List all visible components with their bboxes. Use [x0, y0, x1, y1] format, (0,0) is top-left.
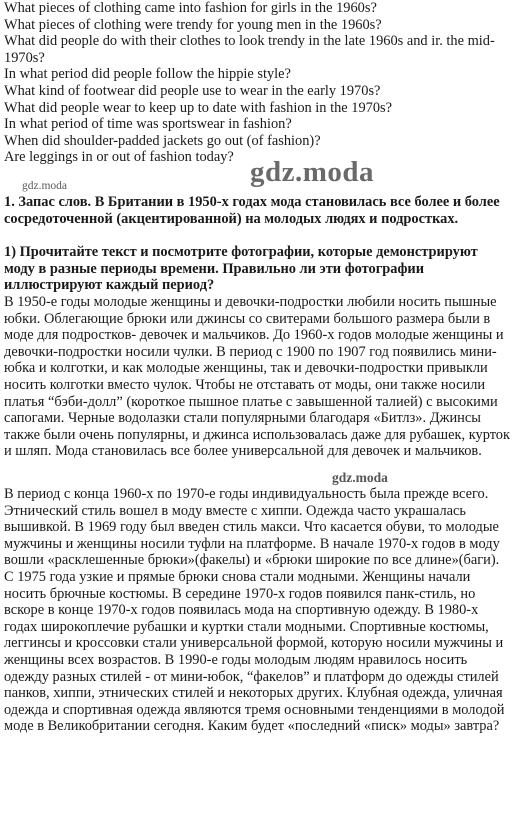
- question-item: What did people wear to keep up to date with fashion in the 1970s?: [4, 99, 393, 116]
- question-item: Are leggings in or out of fashion today?: [4, 149, 234, 166]
- watermark-large: gdz.moda: [250, 156, 375, 188]
- question-item: In what period did people follow the hippie style?: [4, 66, 291, 83]
- question-item: What pieces of clothing were trendy for young men in the 1960s?: [4, 16, 382, 33]
- question-item: When did shoulder-padded jackets go out (of fashion)?: [4, 132, 321, 149]
- task-heading: 1. Запас слов. В Британии в 1950-х годах мода становилась все более и более сосредоточенной (акцентированной) на молодых людях и подростках.: [4, 194, 500, 227]
- paragraph-1960s-1990s: В период с конца 1960-х по 1970-е годы индивидуальность была прежде всего. Этнический стиль вошел в моду вместе с хиппи. Одежда часто украшалась вышивкой. В 1969 году был введен стиль макси. Что касается обуви, то молодые мужчины и женщины носили туфли на платформе. В начале 1970-х годов в моду вошли «расклешенные брюки»(факелы) и «брюки широкие по все длине»(баги). С 1975 года узкие и прямые брюки снова стали модными. Женщины начали носить брючные костюмы. В середине 1970-х годов появился панк-стиль, но вскоре в конце 1970-х годов появилась мода на спортивную одежду. В 1980-х годах широкоплечие рубашки и куртки стали модными. Спортивные костюмы, леггинсы и кроссовки стали универсальной формой, которую носили мужчины и женщины всех возрастов. В 1990-е годы молодым людям нравилось носить одежду разных стилей - от мини-юбок, “факелов” и платформ до одежды стилей панков, хиппи, этнических стилей и некоторых других. Клубная одежда, уличная одежда и спортивная одежда являются тремя основными тенденциями в молодой моде в Великобритании сегодня. Каким будет «последний «писк» моды» завтра?: [4, 486, 505, 735]
- watermark-small: gdz.moda: [22, 180, 68, 192]
- question-item: What did people do with their clothes to look trendy in the late 1960s and ir. the mid-1970s?: [4, 33, 495, 66]
- question-item: What kind of footwear did people use to wear in the early 1970s?: [4, 82, 381, 99]
- question-item: What pieces of clothing came into fashion for girls in the 1960s?: [4, 0, 377, 16]
- task-subheading: 1) Прочитайте текст и посмотрите фотографии, которые демонстрируют моду в разные периоды времени. Правильно ли эти фотографии иллюстрируют каждый период?: [4, 244, 478, 294]
- question-item: In what period of time was sportswear in fashion?: [4, 116, 292, 133]
- watermark-small: gdz.moda: [332, 470, 388, 485]
- paragraph-1950s: В 1950-е годы молодые женщины и девочки-подростки любили носить пышные юбки. Облегающие брюки или джинсы со свитерами большого размера были в моде для подростков- девочек и мальчиков. До 1960-х годов молодые женщины и девочки-подростки носили чулки. В период с 1900 по 1907 год появились мини-юбка и колготки, и как молодые женщины, так и девочки-подростки привыкли носить колготки вместо чулок. Чтобы не отставать от моды, они также носили платья “бэби-долл” (короткое пышное платье с завышенной талией) с высокими сапогами. Черные водолазки стали популярными благодаря «Битлз». Джинсы также были очень популярны, и джинса использовалась даже для рубашек, курток и шляп. Мода становилась все более универсальной для девочек и мальчиков.: [4, 294, 510, 460]
- question-list: [4, 0, 516, 166]
